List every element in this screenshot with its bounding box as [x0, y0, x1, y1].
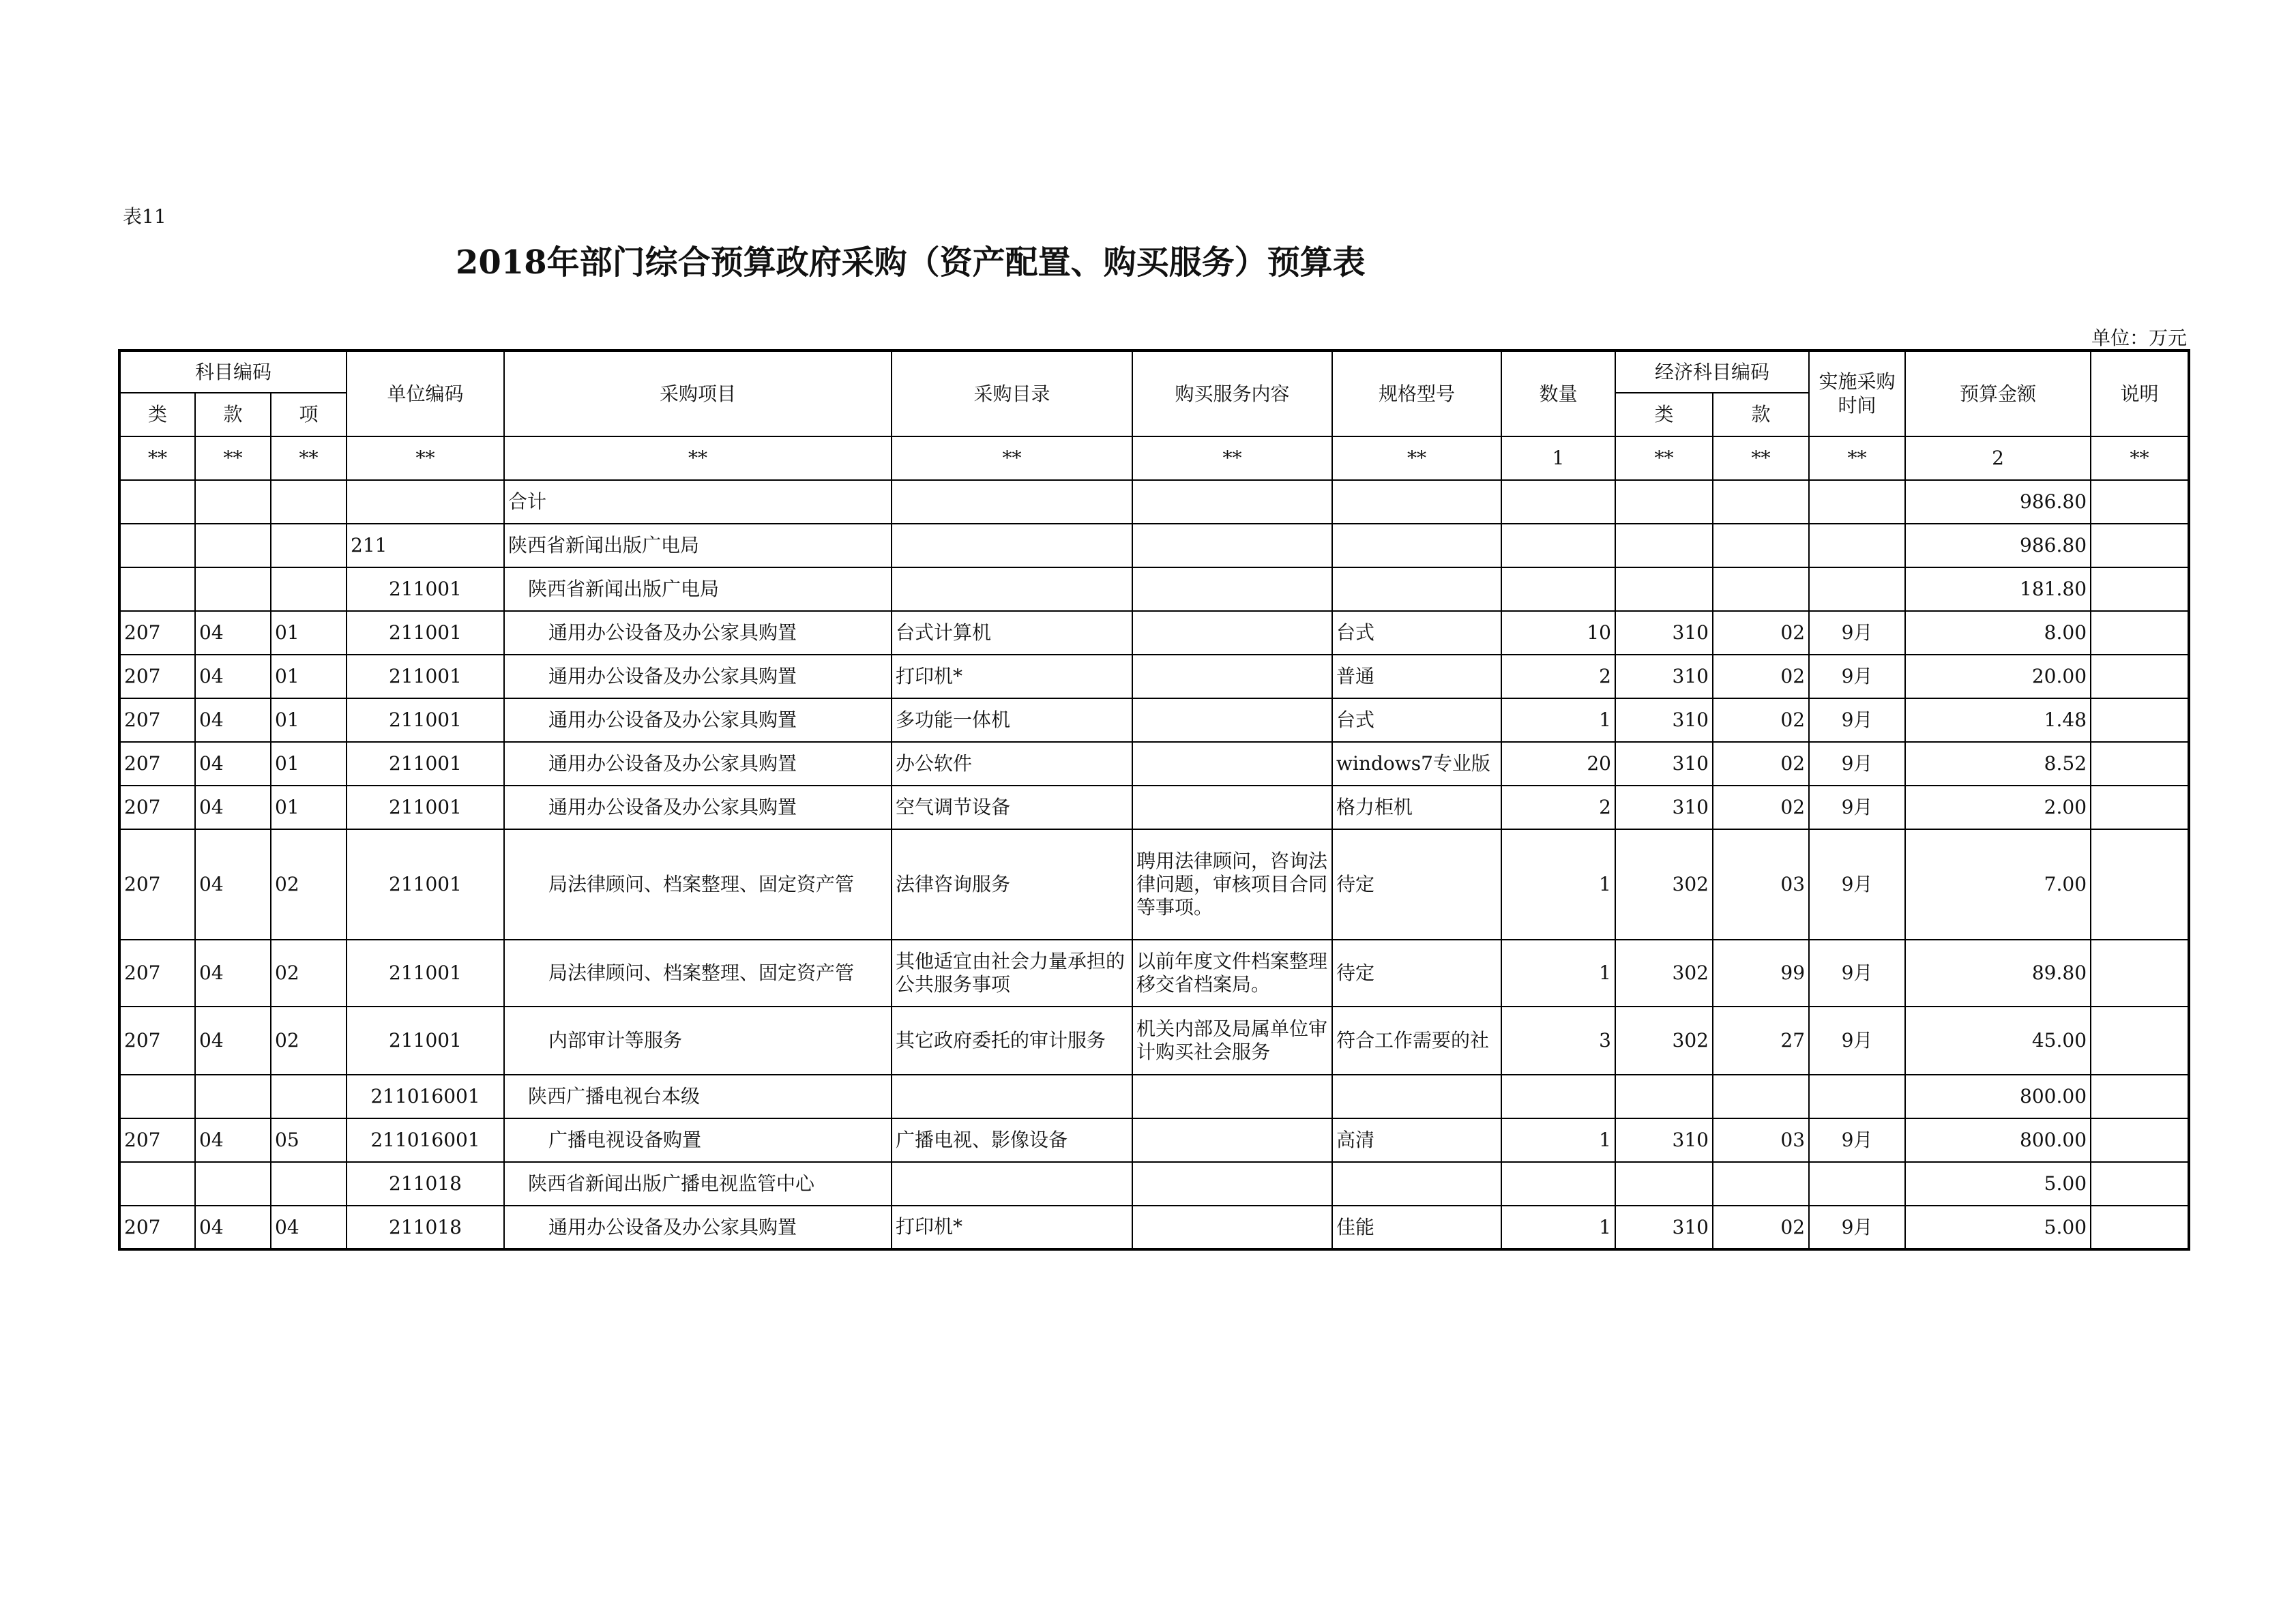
cell-econ-kuan: 02	[1713, 1206, 1809, 1249]
cell-quantity: 2	[1501, 655, 1615, 698]
cell-lei: 207	[119, 1007, 195, 1075]
cell-econ-lei: 310	[1615, 1118, 1713, 1162]
cell-remark	[2091, 567, 2189, 611]
cell-xiang	[271, 480, 347, 524]
cell-lei	[119, 1162, 195, 1206]
cell-purchase-catalog: 空气调节设备	[892, 786, 1132, 829]
cell-lei	[119, 524, 195, 567]
index-cell: **	[504, 436, 892, 480]
cell-impl-time: 9月	[1809, 742, 1905, 786]
cell-quantity: 1	[1501, 698, 1615, 742]
cell-kuan: 04	[195, 1206, 271, 1249]
table-row	[119, 524, 2189, 567]
cell-econ-kuan	[1713, 1075, 1809, 1118]
cell-purchase-item: 通用办公设备及办公家具购置	[504, 742, 892, 786]
cell-lei: 207	[119, 611, 195, 655]
cell-purchase-item: 通用办公设备及办公家具购置	[504, 655, 892, 698]
index-cell: 2	[1905, 436, 2091, 480]
cell-econ-lei: 310	[1615, 742, 1713, 786]
cell-budget-amount: 20.00	[1905, 655, 2091, 698]
cell-unit-code	[347, 480, 504, 524]
cell-service-content	[1132, 698, 1332, 742]
table-row	[119, 940, 2189, 1007]
cell-unit-code: 211	[347, 524, 504, 567]
cell-econ-lei: 302	[1615, 829, 1713, 940]
cell-kuan	[195, 1075, 271, 1118]
cell-impl-time	[1809, 1075, 1905, 1118]
cell-spec-model	[1332, 480, 1501, 524]
cell-econ-kuan: 03	[1713, 829, 1809, 940]
cell-quantity	[1501, 480, 1615, 524]
cell-econ-kuan: 27	[1713, 1007, 1809, 1075]
table-row	[119, 1206, 2189, 1249]
header-purchase-catalog: 采购目录	[892, 351, 1132, 436]
budget-table	[118, 349, 2190, 1251]
cell-impl-time	[1809, 480, 1905, 524]
cell-purchase-catalog	[892, 1075, 1132, 1118]
cell-service-content	[1132, 1206, 1332, 1249]
cell-econ-kuan: 02	[1713, 655, 1809, 698]
cell-quantity: 3	[1501, 1007, 1615, 1075]
table-row	[119, 1075, 2189, 1118]
cell-unit-code: 211001	[347, 698, 504, 742]
cell-unit-code: 211016001	[347, 1075, 504, 1118]
table-row	[119, 567, 2189, 611]
cell-xiang: 02	[271, 940, 347, 1007]
index-cell: **	[119, 436, 195, 480]
cell-quantity: 2	[1501, 786, 1615, 829]
cell-service-content	[1132, 524, 1332, 567]
cell-spec-model: 格力柜机	[1332, 786, 1501, 829]
cell-econ-kuan	[1713, 480, 1809, 524]
cell-impl-time: 9月	[1809, 1007, 1905, 1075]
cell-spec-model: 符合工作需要的社	[1332, 1007, 1501, 1075]
index-cell: **	[1132, 436, 1332, 480]
page-title: 2018年部门综合预算政府采购（资产配置、购买服务）预算表	[456, 243, 1366, 282]
cell-spec-model: 待定	[1332, 829, 1501, 940]
cell-service-content: 机关内部及局属单位审计购买社会服务	[1132, 1007, 1332, 1075]
cell-purchase-item: 陕西省新闻出版广播电视监管中心	[504, 1162, 892, 1206]
cell-econ-lei	[1615, 1075, 1713, 1118]
cell-impl-time: 9月	[1809, 940, 1905, 1007]
cell-kuan	[195, 480, 271, 524]
cell-remark	[2091, 742, 2189, 786]
cell-lei: 207	[119, 698, 195, 742]
cell-kuan: 04	[195, 829, 271, 940]
cell-econ-lei: 302	[1615, 1007, 1713, 1075]
cell-remark	[2091, 655, 2189, 698]
cell-budget-amount: 7.00	[1905, 829, 2091, 940]
cell-econ-lei	[1615, 567, 1713, 611]
cell-quantity: 20	[1501, 742, 1615, 786]
cell-quantity: 1	[1501, 829, 1615, 940]
cell-econ-kuan	[1713, 524, 1809, 567]
header-econ-lei: 类	[1615, 393, 1713, 436]
cell-kuan	[195, 567, 271, 611]
cell-service-content	[1132, 742, 1332, 786]
cell-lei: 207	[119, 742, 195, 786]
cell-econ-kuan: 02	[1713, 611, 1809, 655]
cell-purchase-catalog: 多功能一体机	[892, 698, 1132, 742]
cell-xiang	[271, 1075, 347, 1118]
cell-lei	[119, 1075, 195, 1118]
cell-impl-time: 9月	[1809, 786, 1905, 829]
cell-kuan	[195, 1162, 271, 1206]
index-cell: **	[2091, 436, 2189, 480]
column-index-row	[119, 436, 2189, 480]
table-row	[119, 480, 2189, 524]
cell-purchase-item: 局法律顾问、档案整理、固定资产管	[504, 829, 892, 940]
cell-purchase-catalog: 其他适宜由社会力量承担的公共服务事项	[892, 940, 1132, 1007]
cell-spec-model: 台式	[1332, 611, 1501, 655]
cell-econ-lei: 310	[1615, 611, 1713, 655]
cell-budget-amount: 800.00	[1905, 1118, 2091, 1162]
cell-spec-model	[1332, 1075, 1501, 1118]
cell-impl-time: 9月	[1809, 1206, 1905, 1249]
cell-impl-time	[1809, 567, 1905, 611]
cell-quantity: 1	[1501, 1206, 1615, 1249]
cell-spec-model: 佳能	[1332, 1206, 1501, 1249]
cell-spec-model: windows7专业版	[1332, 742, 1501, 786]
cell-purchase-catalog: 打印机*	[892, 655, 1132, 698]
cell-spec-model	[1332, 567, 1501, 611]
cell-impl-time: 9月	[1809, 655, 1905, 698]
header-subject-code: 科目编码	[119, 351, 347, 393]
cell-service-content	[1132, 786, 1332, 829]
cell-spec-model: 高清	[1332, 1118, 1501, 1162]
header-xiang: 项	[271, 393, 347, 436]
cell-quantity	[1501, 524, 1615, 567]
cell-econ-kuan: 99	[1713, 940, 1809, 1007]
cell-lei: 207	[119, 940, 195, 1007]
cell-purchase-item: 陕西省新闻出版广电局	[504, 524, 892, 567]
cell-lei: 207	[119, 655, 195, 698]
cell-remark	[2091, 940, 2189, 1007]
cell-quantity	[1501, 1075, 1615, 1118]
cell-econ-kuan	[1713, 567, 1809, 611]
table-row	[119, 1007, 2189, 1075]
cell-purchase-catalog: 办公软件	[892, 742, 1132, 786]
cell-unit-code: 211001	[347, 567, 504, 611]
cell-xiang: 01	[271, 611, 347, 655]
cell-lei: 207	[119, 1206, 195, 1249]
cell-purchase-item: 陕西省新闻出版广电局	[504, 567, 892, 611]
cell-budget-amount: 8.52	[1905, 742, 2091, 786]
cell-xiang	[271, 567, 347, 611]
cell-purchase-item: 通用办公设备及办公家具购置	[504, 698, 892, 742]
cell-econ-kuan: 03	[1713, 1118, 1809, 1162]
header-row-1	[119, 351, 2189, 393]
cell-kuan: 04	[195, 611, 271, 655]
cell-impl-time: 9月	[1809, 698, 1905, 742]
cell-budget-amount: 800.00	[1905, 1075, 2091, 1118]
index-cell: **	[1809, 436, 1905, 480]
cell-quantity: 1	[1501, 1118, 1615, 1162]
cell-xiang	[271, 1162, 347, 1206]
cell-impl-time: 9月	[1809, 1118, 1905, 1162]
table-row	[119, 786, 2189, 829]
cell-kuan	[195, 524, 271, 567]
cell-purchase-catalog	[892, 524, 1132, 567]
cell-purchase-catalog	[892, 567, 1132, 611]
cell-econ-lei: 310	[1615, 655, 1713, 698]
cell-econ-lei	[1615, 1162, 1713, 1206]
cell-service-content	[1132, 480, 1332, 524]
cell-quantity: 10	[1501, 611, 1615, 655]
cell-remark	[2091, 1118, 2189, 1162]
index-cell: **	[1615, 436, 1713, 480]
cell-budget-amount: 5.00	[1905, 1206, 2091, 1249]
cell-remark	[2091, 1075, 2189, 1118]
cell-remark	[2091, 1206, 2189, 1249]
cell-budget-amount: 2.00	[1905, 786, 2091, 829]
cell-unit-code: 211001	[347, 611, 504, 655]
header-spec-model: 规格型号	[1332, 351, 1501, 436]
cell-remark	[2091, 698, 2189, 742]
cell-econ-lei: 310	[1615, 698, 1713, 742]
header-service-content: 购买服务内容	[1132, 351, 1332, 436]
index-cell: **	[892, 436, 1132, 480]
cell-unit-code: 211001	[347, 829, 504, 940]
header-purchase-item: 采购项目	[504, 351, 892, 436]
cell-purchase-catalog: 法律咨询服务	[892, 829, 1132, 940]
cell-spec-model: 待定	[1332, 940, 1501, 1007]
cell-quantity	[1501, 567, 1615, 611]
cell-lei: 207	[119, 829, 195, 940]
index-cell: **	[271, 436, 347, 480]
cell-kuan: 04	[195, 1007, 271, 1075]
index-cell: **	[347, 436, 504, 480]
cell-unit-code: 211001	[347, 786, 504, 829]
cell-quantity	[1501, 1162, 1615, 1206]
cell-remark	[2091, 524, 2189, 567]
header-unit-code: 单位编码	[347, 351, 504, 436]
header-lei: 类	[119, 393, 195, 436]
cell-econ-lei: 302	[1615, 940, 1713, 1007]
table-row	[119, 829, 2189, 940]
cell-kuan: 04	[195, 655, 271, 698]
cell-xiang: 05	[271, 1118, 347, 1162]
cell-xiang	[271, 524, 347, 567]
cell-purchase-catalog: 广播电视、影像设备	[892, 1118, 1132, 1162]
cell-purchase-item: 合计	[504, 480, 892, 524]
cell-purchase-catalog	[892, 1162, 1132, 1206]
cell-kuan: 04	[195, 786, 271, 829]
cell-purchase-catalog: 台式计算机	[892, 611, 1132, 655]
cell-econ-kuan: 02	[1713, 698, 1809, 742]
table-row	[119, 655, 2189, 698]
cell-remark	[2091, 1007, 2189, 1075]
cell-econ-lei	[1615, 480, 1713, 524]
header-budget-amount: 预算金额	[1905, 351, 2091, 436]
cell-budget-amount: 8.00	[1905, 611, 2091, 655]
cell-purchase-item: 通用办公设备及办公家具购置	[504, 786, 892, 829]
cell-budget-amount: 986.80	[1905, 480, 2091, 524]
cell-budget-amount: 986.80	[1905, 524, 2091, 567]
header-kuan: 款	[195, 393, 271, 436]
cell-kuan: 04	[195, 940, 271, 1007]
cell-budget-amount: 5.00	[1905, 1162, 2091, 1206]
cell-purchase-item: 广播电视设备购置	[504, 1118, 892, 1162]
table-row	[119, 742, 2189, 786]
cell-econ-lei: 310	[1615, 786, 1713, 829]
cell-remark	[2091, 1162, 2189, 1206]
header-econ-kuan: 款	[1713, 393, 1809, 436]
cell-remark	[2091, 829, 2189, 940]
cell-service-content	[1132, 1162, 1332, 1206]
cell-xiang: 04	[271, 1206, 347, 1249]
cell-lei: 207	[119, 1118, 195, 1162]
cell-xiang: 01	[271, 698, 347, 742]
cell-unit-code: 211001	[347, 1007, 504, 1075]
cell-budget-amount: 1.48	[1905, 698, 2091, 742]
cell-spec-model: 台式	[1332, 698, 1501, 742]
cell-econ-kuan: 02	[1713, 742, 1809, 786]
cell-service-content: 聘用法律顾问，咨询法律问题，审核项目合同等事项。	[1132, 829, 1332, 940]
header-econ-code: 经济科目编码	[1615, 351, 1809, 393]
unit-label: 单位：万元	[2091, 327, 2187, 349]
cell-spec-model: 普通	[1332, 655, 1501, 698]
cell-budget-amount: 89.80	[1905, 940, 2091, 1007]
cell-service-content	[1132, 1075, 1332, 1118]
cell-service-content	[1132, 611, 1332, 655]
cell-service-content	[1132, 567, 1332, 611]
cell-econ-lei	[1615, 524, 1713, 567]
cell-kuan: 04	[195, 698, 271, 742]
index-cell: **	[195, 436, 271, 480]
index-cell: **	[1332, 436, 1501, 480]
cell-xiang: 02	[271, 1007, 347, 1075]
cell-xiang: 01	[271, 742, 347, 786]
cell-purchase-item: 通用办公设备及办公家具购置	[504, 611, 892, 655]
cell-xiang: 01	[271, 655, 347, 698]
cell-xiang: 02	[271, 829, 347, 940]
cell-service-content: 以前年度文件档案整理移交省档案局。	[1132, 940, 1332, 1007]
table-body	[119, 436, 2189, 1249]
cell-unit-code: 211016001	[347, 1118, 504, 1162]
cell-spec-model	[1332, 1162, 1501, 1206]
cell-purchase-item: 内部审计等服务	[504, 1007, 892, 1075]
table-row	[119, 1118, 2189, 1162]
cell-quantity: 1	[1501, 940, 1615, 1007]
cell-budget-amount: 45.00	[1905, 1007, 2091, 1075]
cell-unit-code: 211001	[347, 655, 504, 698]
cell-econ-kuan: 02	[1713, 786, 1809, 829]
index-cell: **	[1713, 436, 1809, 480]
cell-purchase-catalog: 打印机*	[892, 1206, 1132, 1249]
header-quantity: 数量	[1501, 351, 1615, 436]
cell-kuan: 04	[195, 1118, 271, 1162]
cell-unit-code: 211018	[347, 1162, 504, 1206]
cell-lei	[119, 480, 195, 524]
cell-lei: 207	[119, 786, 195, 829]
cell-service-content	[1132, 655, 1332, 698]
cell-impl-time	[1809, 524, 1905, 567]
cell-impl-time: 9月	[1809, 829, 1905, 940]
cell-impl-time	[1809, 1162, 1905, 1206]
table-row	[119, 611, 2189, 655]
cell-econ-kuan	[1713, 1162, 1809, 1206]
cell-purchase-item: 通用办公设备及办公家具购置	[504, 1206, 892, 1249]
cell-service-content	[1132, 1118, 1332, 1162]
cell-remark	[2091, 480, 2189, 524]
header-impl-time: 实施采购时间	[1809, 351, 1905, 436]
header-remark: 说明	[2091, 351, 2189, 436]
cell-remark	[2091, 611, 2189, 655]
table-row	[119, 698, 2189, 742]
cell-purchase-catalog: 其它政府委托的审计服务	[892, 1007, 1132, 1075]
table-number-label: 表11	[123, 205, 166, 228]
cell-econ-lei: 310	[1615, 1206, 1713, 1249]
cell-purchase-item: 局法律顾问、档案整理、固定资产管	[504, 940, 892, 1007]
cell-unit-code: 211001	[347, 940, 504, 1007]
table-row	[119, 1162, 2189, 1206]
cell-purchase-catalog	[892, 480, 1132, 524]
cell-kuan: 04	[195, 742, 271, 786]
cell-impl-time: 9月	[1809, 611, 1905, 655]
cell-unit-code: 211001	[347, 742, 504, 786]
cell-lei	[119, 567, 195, 611]
index-cell: 1	[1501, 436, 1615, 480]
cell-budget-amount: 181.80	[1905, 567, 2091, 611]
cell-remark	[2091, 786, 2189, 829]
cell-purchase-item: 陕西广播电视台本级	[504, 1075, 892, 1118]
cell-xiang: 01	[271, 786, 347, 829]
cell-unit-code: 211018	[347, 1206, 504, 1249]
cell-spec-model	[1332, 524, 1501, 567]
